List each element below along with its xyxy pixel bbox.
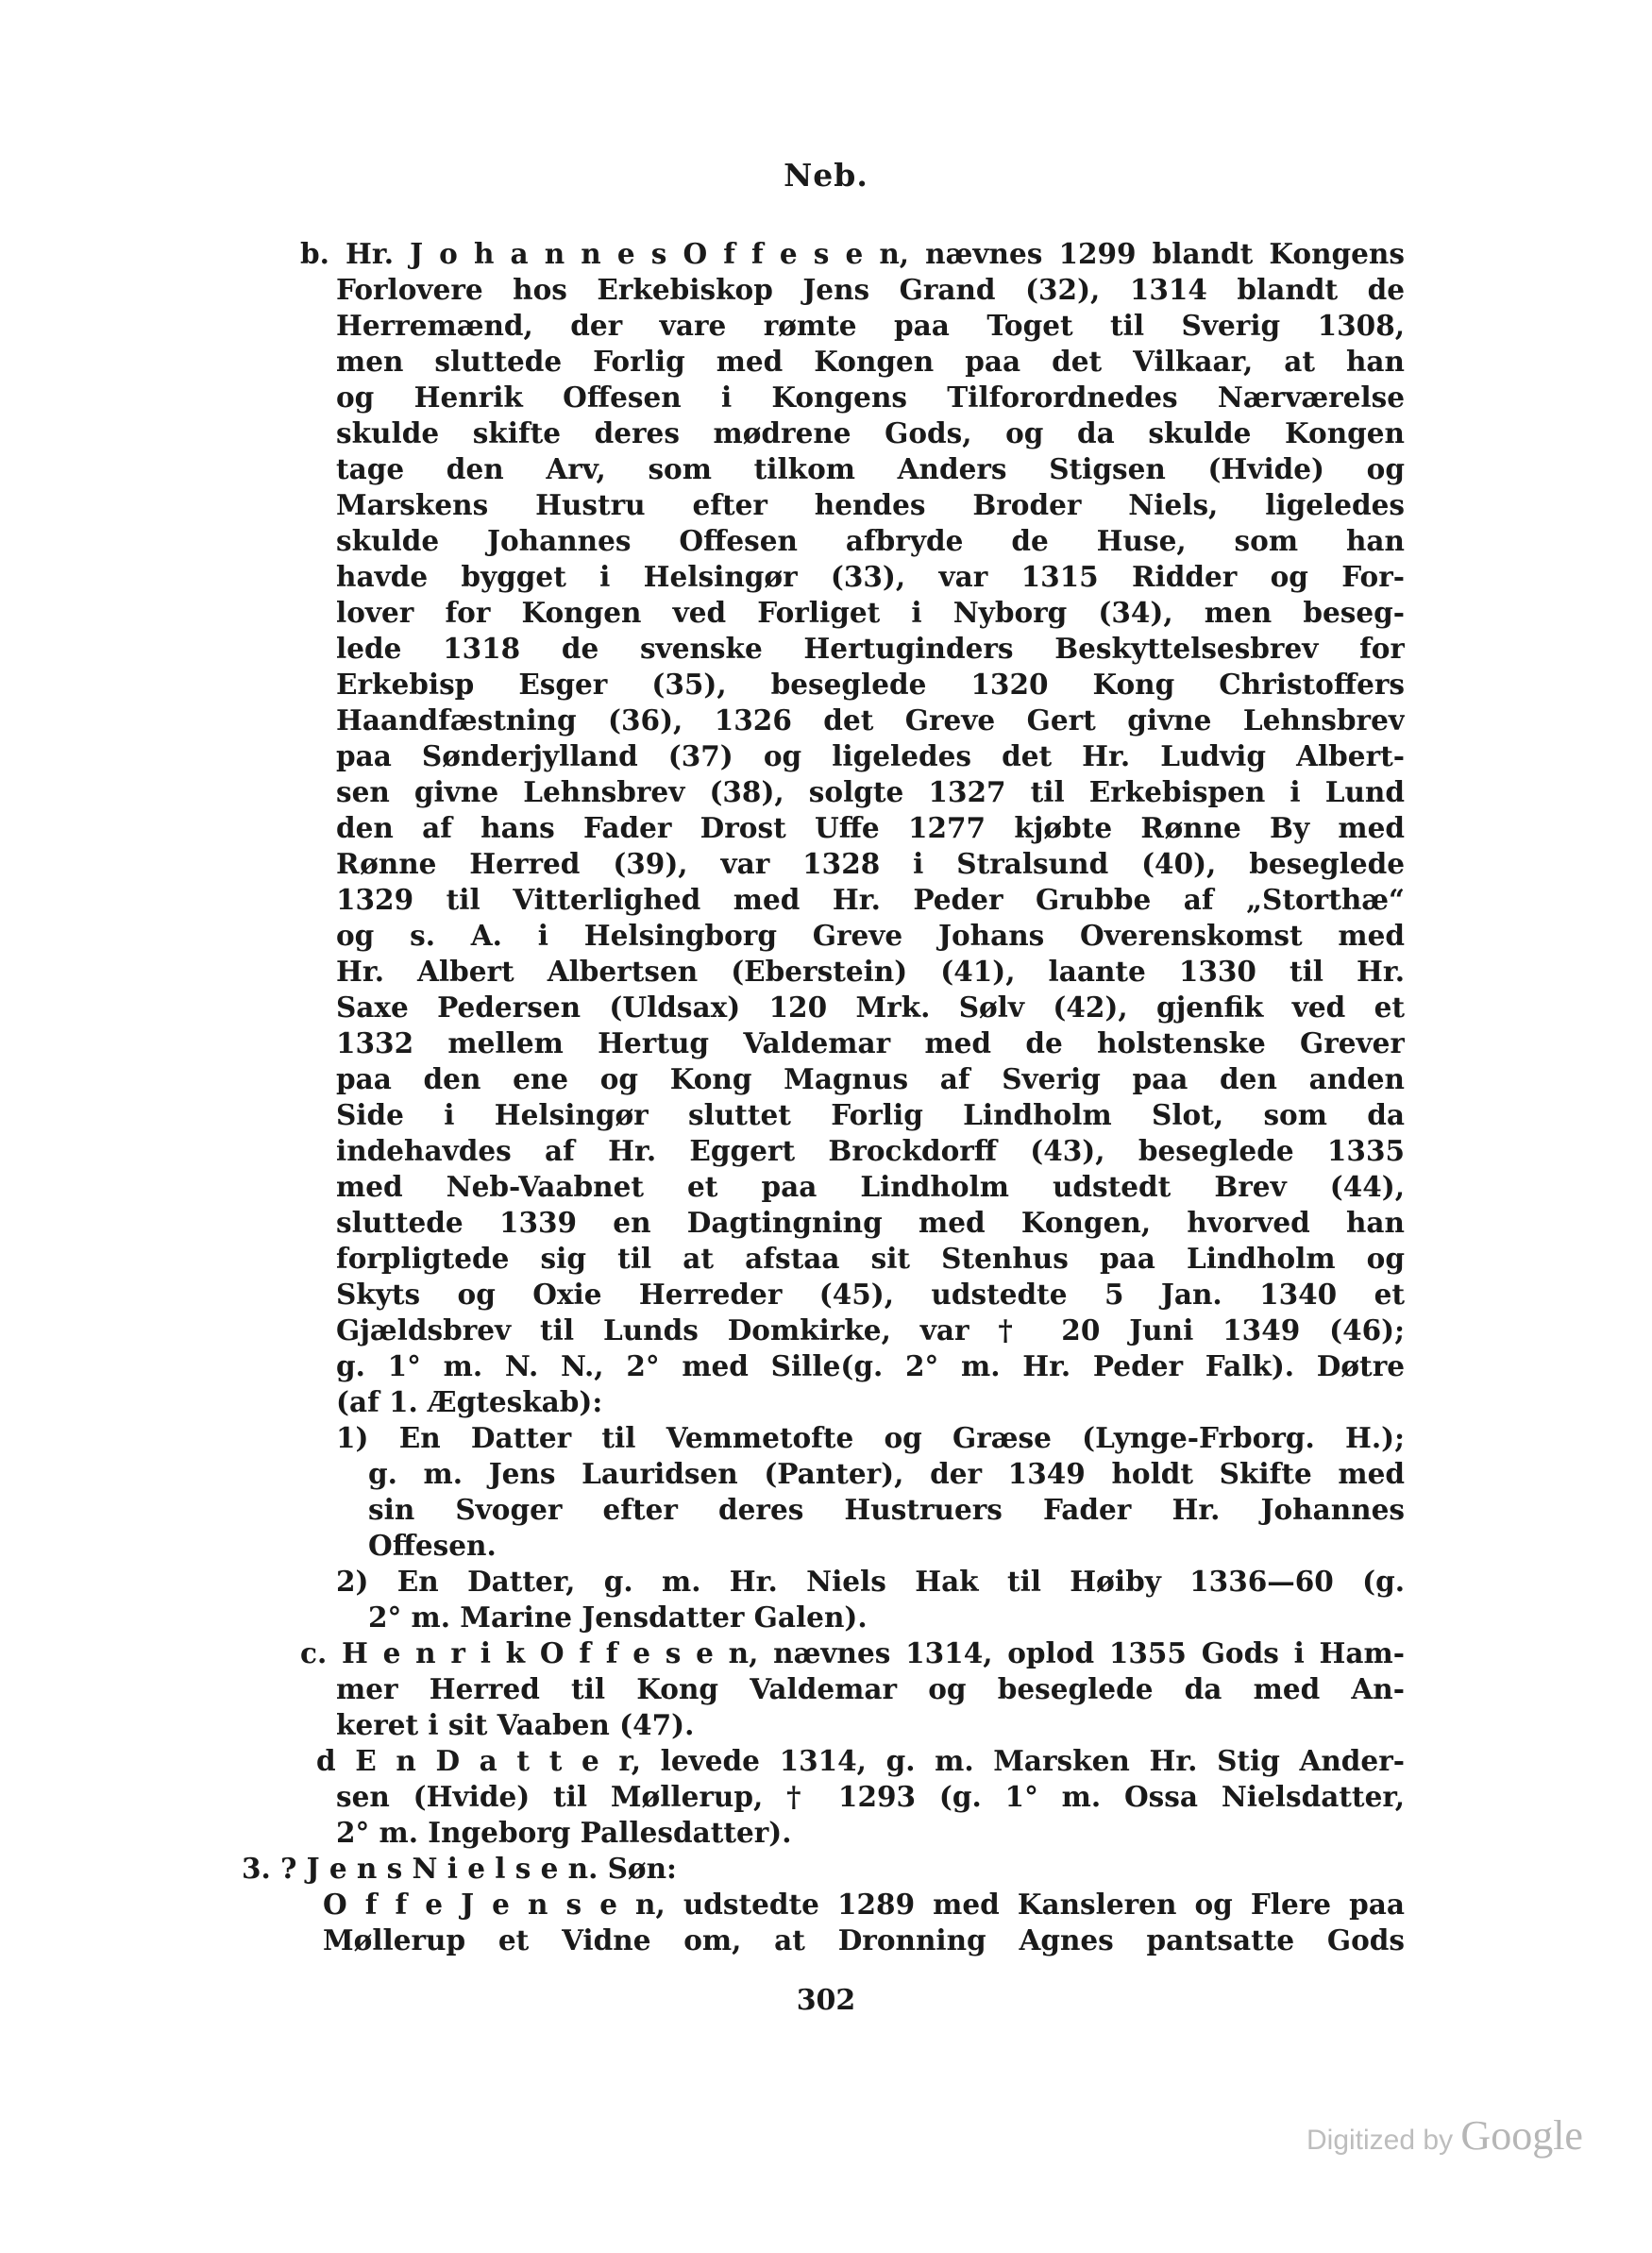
text-line: paa den ene og Kong Magnus af Sverig paa den anden: [336, 1062, 1405, 1095]
text-line: Rønne Herred (39), var 1328 i Stralsund (40), beseglede: [336, 847, 1405, 880]
text-line: keret i sit Vaaben (47).: [336, 1708, 695, 1741]
text-line: skulde Johannes Offesen afbryde de Huse, som han: [336, 524, 1405, 557]
text-line: c. H e n r i k O f f e s e n, nævnes 1314, oplod 1355 Gods i Ham-: [300, 1636, 1405, 1669]
text-line: lede 1318 de svenske Hertuginders Beskyttelsesbrev for: [336, 632, 1405, 665]
text-line: forpligtede sig til at afstaa sit Stenhus paa Lindholm og: [336, 1242, 1405, 1275]
text-line: Haandfæstning (36), 1326 det Greve Gert givne Lehnsbrev: [336, 703, 1405, 737]
text-line: b. Hr. J o h a n n e s O f f e s e n, nævnes 1299 blandt Kongens: [300, 237, 1405, 270]
text-line: den af hans Fader Drost Uffe 1277 kjøbte Rønne By med: [336, 811, 1405, 844]
text-line: Herremænd, der vare rømte paa Toget til Sverig 1308,: [336, 309, 1405, 342]
page-number: 302: [796, 1984, 856, 2017]
text-line: sen (Hvide) til Møllerup, † 1293 (g. 1° m. Ossa Nielsdatter,: [336, 1780, 1405, 1813]
text-line: d E n D a t t e r, levede 1314, g. m. Marsken Hr. Stig Ander-: [316, 1744, 1405, 1777]
text-line: Gjældsbrev til Lunds Domkirke, var † 20 Juni 1349 (46);: [336, 1313, 1405, 1347]
text-line: sin Svoger efter deres Hustruers Fader Hr. Johannes: [368, 1493, 1405, 1526]
text-line: 3. ? J e n s N i e l s e n. Søn:: [242, 1852, 677, 1885]
watermark-prefix: Digitized by: [1306, 2125, 1454, 2156]
text-line: 1) En Datter til Vemmetofte og Græse (Lynge-Frborg. H.);: [336, 1421, 1405, 1454]
text-line: (af 1. Ægteskab):: [336, 1385, 603, 1418]
digitized-watermark: [1306, 2111, 1583, 2160]
text-line: paa Sønderjylland (37) og ligeledes det Hr. Ludvig Albert-: [336, 739, 1405, 772]
text-line: Side i Helsingør sluttet Forlig Lindholm Slot, som da: [336, 1098, 1405, 1131]
text-line: sen givne Lehnsbrev (38), solgte 1327 til Erkebispen i Lund: [336, 775, 1405, 808]
text-line: Hr. Albert Albertsen (Eberstein) (41), laante 1330 til Hr.: [336, 955, 1405, 988]
text-line: Offesen.: [368, 1529, 497, 1562]
text-line: havde bygget i Helsingør (33), var 1315 Ridder og For-: [336, 560, 1405, 593]
text-line: med Neb-Vaabnet et paa Lindholm udstedt Brev (44),: [336, 1170, 1405, 1203]
text-line: skulde skifte deres mødrene Gods, og da skulde Kongen: [336, 416, 1405, 449]
text-line: Møllerup et Vidne om, at Dronning Agnes pantsatte Gods: [323, 1923, 1405, 1957]
text-line: 2) En Datter, g. m. Hr. Niels Hak til Høiby 1336—60 (g.: [336, 1565, 1405, 1598]
google-logo: Google: [1460, 2112, 1583, 2159]
text-line: 1332 mellem Hertug Valdemar med de holstenske Grever: [336, 1026, 1405, 1059]
text-line: 1329 til Vitterlighed med Hr. Peder Grubbe af „Storthæ“: [336, 883, 1405, 916]
text-line: og s. A. i Helsingborg Greve Johans Overenskomst med: [336, 919, 1405, 952]
text-line: Saxe Pedersen (Uldsax) 120 Mrk. Sølv (42), gjenfik ved et: [336, 991, 1405, 1024]
text-line: 2° m. Ingeborg Pallesdatter).: [336, 1816, 792, 1849]
text-line: og Henrik Offesen i Kongens Tilforordnedes Nærværelse: [336, 381, 1405, 414]
text-line: mer Herred til Kong Valdemar og beseglede da med An-: [336, 1672, 1405, 1705]
text-line: g. 1° m. N. N., 2° med Sille(g. 2° m. Hr. Peder Falk). Døtre: [336, 1349, 1405, 1382]
text-line: men sluttede Forlig med Kongen paa det Vilkaar, at han: [336, 345, 1405, 378]
text-line: Erkebisp Esger (35), beseglede 1320 Kong Christoffers: [336, 668, 1405, 701]
text-line: tage den Arv, som tilkom Anders Stigsen (Hvide) og: [336, 452, 1405, 485]
text-line: g. m. Jens Lauridsen (Panter), der 1349 holdt Skifte med: [368, 1457, 1405, 1490]
body-text: [242, 236, 1405, 1958]
running-header: Neb.: [784, 157, 868, 194]
text-line: O f f e J e n s e n, udstedte 1289 med Kansleren og Flere paa: [323, 1888, 1405, 1921]
text-line: sluttede 1339 en Dagtingning med Kongen, hvorved han: [336, 1206, 1405, 1239]
text-line: indehavdes af Hr. Eggert Brockdorff (43), beseglede 1335: [336, 1134, 1405, 1167]
text-line: Forlovere hos Erkebiskop Jens Grand (32), 1314 blandt de: [336, 273, 1405, 306]
text-line: 2° m. Marine Jensdatter Galen).: [368, 1601, 868, 1634]
text-line: Marskens Hustru efter hendes Broder Niels, ligeledes: [336, 488, 1405, 521]
text-line: Skyts og Oxie Herreder (45), udstedte 5 Jan. 1340 et: [336, 1278, 1405, 1311]
text-line: lover for Kongen ved Forliget i Nyborg (34), men beseg-: [336, 596, 1405, 629]
